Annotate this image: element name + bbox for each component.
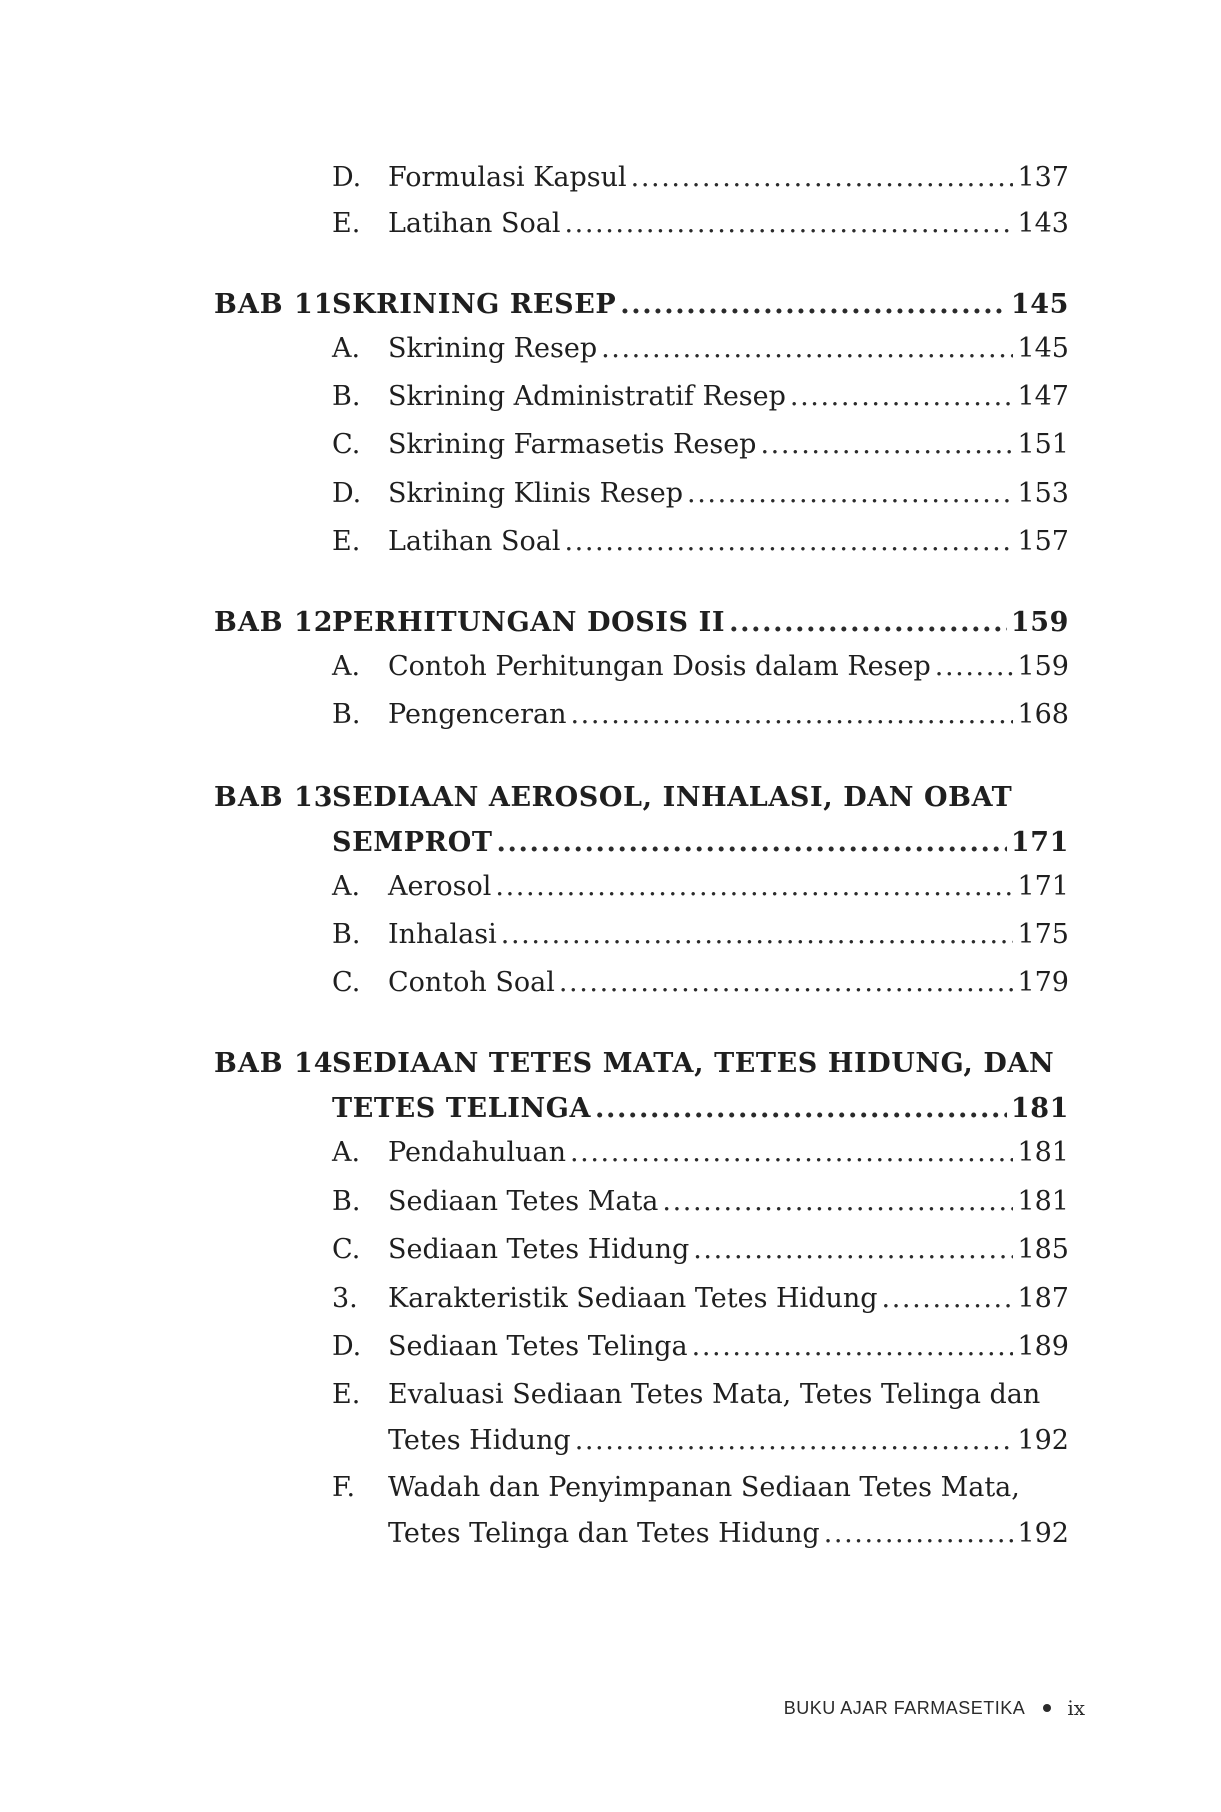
toc-entry[interactable] xyxy=(0,473,1221,515)
bullet-icon xyxy=(1043,1704,1051,1712)
entry-letter: E. xyxy=(332,1379,361,1410)
entry-page: 189 xyxy=(1017,1331,1069,1362)
entry-letter: B. xyxy=(332,1186,361,1217)
dot-leader xyxy=(601,328,1013,370)
entry-letter: A. xyxy=(332,871,361,902)
toc-entry[interactable] xyxy=(0,914,1221,956)
entry-page: 187 xyxy=(1017,1283,1069,1314)
entry-page: 192 xyxy=(1017,1518,1069,1549)
toc-entry[interactable] xyxy=(0,203,1221,245)
dot-leader xyxy=(882,1278,1014,1320)
chapter-title: PERHITUNGAN DOSIS II xyxy=(332,607,726,638)
entry-letter: A. xyxy=(332,1137,361,1168)
entry-title: Pendahuluan xyxy=(388,1137,566,1168)
toc-entry[interactable] xyxy=(0,376,1221,418)
entry-letter: C. xyxy=(332,967,361,998)
entry-title: Aerosol xyxy=(388,871,492,902)
toc-entry[interactable] xyxy=(0,1467,1221,1509)
toc-chapter-heading[interactable] xyxy=(0,602,1221,644)
entry-page: 151 xyxy=(1017,429,1069,460)
chapter-label: BAB 12 xyxy=(214,607,334,638)
chapter-page: 159 xyxy=(1010,607,1069,638)
chapter-title-line1: SEDIAAN TETES MATA, TETES HIDUNG, DAN xyxy=(332,1048,1055,1079)
entry-letter: A. xyxy=(332,651,361,682)
dot-leader xyxy=(687,473,1013,515)
toc-entry-cont[interactable] xyxy=(0,1513,1221,1555)
dot-leader xyxy=(570,694,1013,736)
entry-title: Karakteristik Sediaan Tetes Hidung xyxy=(388,1283,878,1314)
entry-title-line2: Tetes Hidung xyxy=(388,1425,571,1456)
chapter-title-line1: SEDIAAN AEROSOL, INHALASI, DAN OBAT xyxy=(332,782,1013,813)
chapter-title-line2: TETES TELINGA xyxy=(332,1093,592,1124)
toc-entry[interactable] xyxy=(0,1181,1221,1223)
toc-entry[interactable] xyxy=(0,521,1221,563)
chapter-page: 145 xyxy=(1010,289,1069,320)
entry-page: 157 xyxy=(1017,526,1069,557)
toc-entry[interactable] xyxy=(0,328,1221,370)
entry-title: Formulasi Kapsul xyxy=(388,162,627,193)
entry-page: 181 xyxy=(1017,1186,1069,1217)
dot-leader xyxy=(501,914,1014,956)
entry-title: Inhalasi xyxy=(388,919,497,950)
page-footer xyxy=(700,1693,1085,1723)
toc-entry[interactable] xyxy=(0,1278,1221,1320)
toc-entry[interactable] xyxy=(0,694,1221,736)
entry-letter: B. xyxy=(332,919,361,950)
toc-entry[interactable] xyxy=(0,646,1221,688)
dot-leader xyxy=(575,1420,1014,1462)
toc-chapter-heading-cont[interactable] xyxy=(0,1088,1221,1130)
entry-title-line2: Tetes Telinga dan Tetes Hidung xyxy=(388,1518,820,1549)
dot-leader xyxy=(620,284,1007,326)
dot-leader xyxy=(631,157,1014,199)
entry-letter: 3. xyxy=(332,1283,358,1314)
entry-page: 159 xyxy=(1017,651,1069,682)
entry-letter: B. xyxy=(332,381,361,412)
entry-page: 192 xyxy=(1017,1425,1069,1456)
toc-entry[interactable] xyxy=(0,1132,1221,1174)
entry-letter: B. xyxy=(332,699,361,730)
dot-leader xyxy=(760,424,1013,466)
toc-entry[interactable] xyxy=(0,1229,1221,1271)
entry-page: 175 xyxy=(1017,919,1069,950)
toc-chapter-heading[interactable] xyxy=(0,777,1221,819)
dot-leader xyxy=(570,1132,1013,1174)
entry-title: Skrining Resep xyxy=(388,333,598,364)
dot-leader xyxy=(662,1181,1013,1223)
entry-title: Latihan Soal xyxy=(388,208,561,239)
toc-entry[interactable] xyxy=(0,157,1221,199)
entry-letter: D. xyxy=(332,478,362,509)
entry-letter: E. xyxy=(332,526,361,557)
entry-page: 185 xyxy=(1017,1234,1069,1265)
footer-page-number: ix xyxy=(1067,1696,1085,1720)
entry-title: Sediaan Tetes Mata xyxy=(388,1186,659,1217)
dot-leader xyxy=(693,1229,1013,1271)
chapter-title: SKRINING RESEP xyxy=(332,289,617,320)
toc-entry[interactable] xyxy=(0,1326,1221,1368)
toc-chapter-heading[interactable] xyxy=(0,284,1221,326)
toc-entry[interactable] xyxy=(0,1374,1221,1416)
entry-letter: F. xyxy=(332,1472,356,1503)
dot-leader xyxy=(497,822,1007,864)
toc-chapter-heading-cont[interactable] xyxy=(0,822,1221,864)
entry-title-line1: Wadah dan Penyimpanan Sediaan Tetes Mata, xyxy=(388,1472,1020,1503)
chapter-title-line2: SEMPROT xyxy=(332,827,493,858)
dot-leader xyxy=(692,1326,1014,1368)
dot-leader xyxy=(935,646,1014,688)
toc-entry[interactable] xyxy=(0,962,1221,1004)
chapter-label: BAB 13 xyxy=(214,782,334,813)
chapter-page: 181 xyxy=(1010,1093,1069,1124)
chapter-label: BAB 14 xyxy=(214,1048,334,1079)
entry-letter: C. xyxy=(332,429,361,460)
dot-leader xyxy=(559,962,1014,1004)
entry-page: 137 xyxy=(1017,162,1069,193)
entry-title-line1: Evaluasi Sediaan Tetes Mata, Tetes Telinga dan xyxy=(388,1379,1041,1410)
entry-title: Latihan Soal xyxy=(388,526,561,557)
entry-title: Contoh Soal xyxy=(388,967,555,998)
entry-page: 153 xyxy=(1017,478,1069,509)
chapter-page: 171 xyxy=(1010,827,1069,858)
entry-title: Pengenceran xyxy=(388,699,567,730)
dot-leader xyxy=(790,376,1014,418)
entry-title: Skrining Administratif Resep xyxy=(388,381,786,412)
toc-entry-cont[interactable] xyxy=(0,1420,1221,1462)
dot-leader xyxy=(595,1088,1007,1130)
toc-chapter-heading[interactable] xyxy=(0,1043,1221,1085)
entry-title: Sediaan Tetes Hidung xyxy=(388,1234,690,1265)
entry-page: 171 xyxy=(1017,871,1069,902)
entry-title: Skrining Klinis Resep xyxy=(388,478,684,509)
entry-page: 179 xyxy=(1017,967,1069,998)
entry-letter: D. xyxy=(332,162,362,193)
entry-letter: D. xyxy=(332,1331,362,1362)
entry-letter: E. xyxy=(332,208,361,239)
entry-title: Contoh Perhitungan Dosis dalam Resep xyxy=(388,651,931,682)
entry-page: 145 xyxy=(1017,333,1069,364)
dot-leader xyxy=(495,866,1013,908)
entry-title: Skrining Farmasetis Resep xyxy=(388,429,757,460)
chapter-label: BAB 11 xyxy=(214,289,334,320)
dot-leader xyxy=(729,602,1007,644)
dot-leader xyxy=(564,521,1013,563)
dot-leader xyxy=(564,203,1013,245)
entry-page: 181 xyxy=(1017,1137,1069,1168)
entry-title: Sediaan Tetes Telinga xyxy=(388,1331,688,1362)
entry-letter: A. xyxy=(332,333,361,364)
entry-page: 168 xyxy=(1017,699,1069,730)
dot-leader xyxy=(824,1513,1014,1555)
entry-page: 143 xyxy=(1017,208,1069,239)
footer-book-title: BUKU AJAR FARMASETIKA xyxy=(783,1697,1026,1718)
toc-entry[interactable] xyxy=(0,866,1221,908)
toc-entry[interactable] xyxy=(0,424,1221,466)
entry-letter: C. xyxy=(332,1234,361,1265)
entry-page: 147 xyxy=(1017,381,1069,412)
